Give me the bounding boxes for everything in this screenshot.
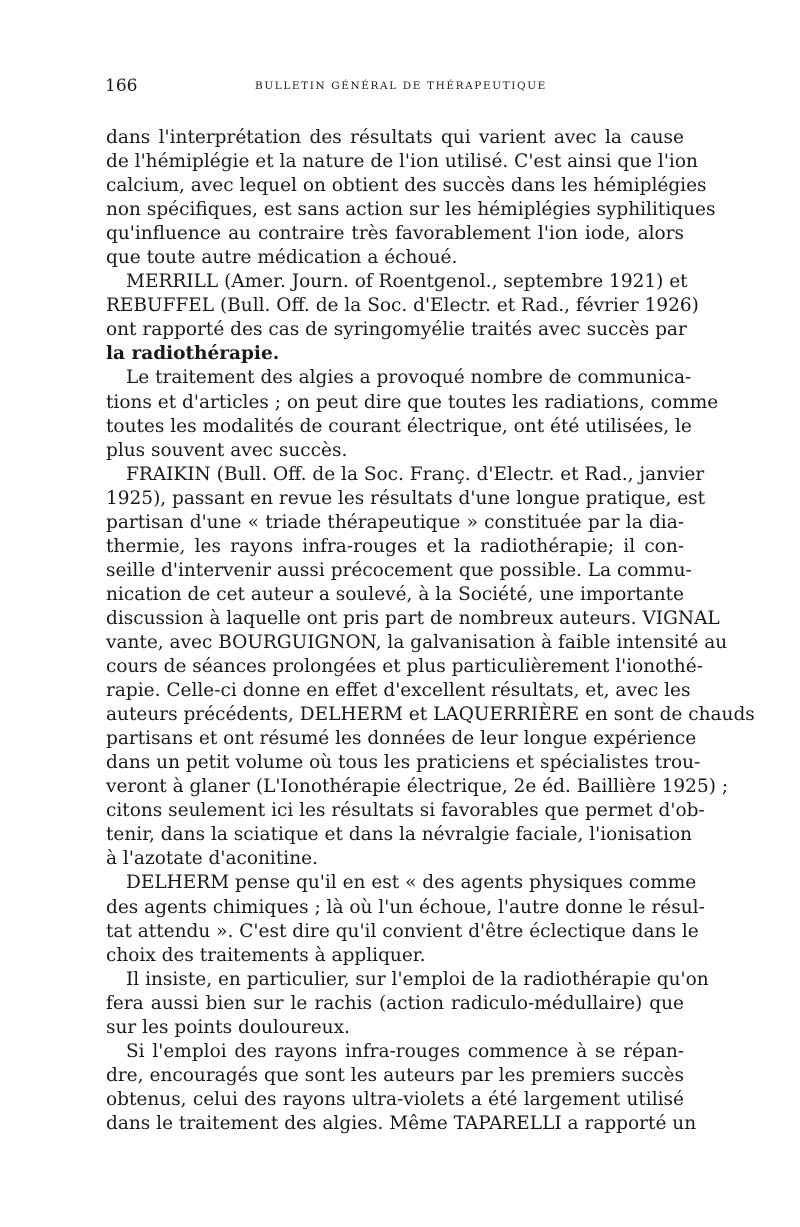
text-line: 1925), passant en revue les résultats d'une longue pratique, est: [106, 487, 706, 509]
text-line: non spécifiques, est sans action sur les hémiplégies syphilitiques: [106, 199, 716, 221]
running-title: BULLETIN GÉNÉRAL DE THÉRAPEUTIQUE: [255, 80, 547, 92]
text-line: FRAIKIN (Bull. Off. de la Soc. Franç. d'Electr. et Rad., janvier: [126, 463, 705, 485]
text-line: Il insiste, en particulier, sur l'emploi de la radiothérapie qu'on: [126, 968, 709, 990]
text-line: calcium, avec lequel on obtient des succès dans les hémiplégies: [106, 175, 707, 197]
text-line: REBUFFEL (Bull. Off. de la Soc. d'Electr. et Rad., février 1926): [106, 295, 699, 317]
page-header: [105, 76, 685, 100]
text-line: dans un petit volume où tous les praticiens et spécialistes trou-: [106, 752, 701, 774]
text-line: sur les points douloureux.: [106, 1016, 350, 1038]
text-line: des agents chimiques ; là où l'un échoue, l'autre donne le résul-: [106, 896, 705, 918]
text-line: que toute autre médication a échoué.: [106, 247, 458, 269]
text-line: dre, encouragés que sont les auteurs par les premiers succès: [106, 1064, 684, 1086]
text-line: fera aussi bien sur le rachis (action radiculo-médullaire) que: [106, 992, 684, 1014]
text-line: vante, avec BOURGUIGNON, la galvanisation à faible intensité au: [106, 631, 728, 653]
text-line: de l'hémiplégie et la nature de l'ion utilisé. C'est ainsi que l'ion: [106, 151, 698, 173]
text-line: auteurs précédents, DELHERM et LAQUERRIÈRE en sont de chauds: [106, 704, 755, 726]
body-text: [106, 126, 755, 1136]
text-line: partisan d'une « triade thérapeutique » constituée par la dia-: [106, 511, 684, 533]
text-line: toutes les modalités de courant électrique, ont été utilisées, le: [106, 415, 692, 437]
text-line: dans l'interprétation des résultats qui varient avec la cause: [106, 127, 684, 148]
text-line: nication de cet auteur a soulevé, à la Société, une importante: [106, 583, 684, 605]
text-line: MERRILL (Amer. Journ. of Roentgenol., septembre 1921) et: [126, 271, 688, 293]
text-line: citons seulement ici les résultats si favorables que permet d'ob-: [106, 800, 705, 822]
page-number: 166: [105, 76, 138, 96]
text-line: Si l'emploi des rayons infra-rouges commence à se répan-: [126, 1040, 684, 1062]
text-line: veront à glaner (L'Ionothérapie électrique, 2e éd. Baillière 1925) ;: [106, 776, 729, 798]
text-line: rapie. Celle-ci donne en effet d'excellent résultats, et, avec les: [106, 680, 691, 702]
text-line: thermie, les rayons infra-rouges et la radiothérapie; il con-: [106, 535, 684, 557]
text-line: plus souvent avec succès.: [106, 439, 348, 461]
text-line: partisans et ont résumé les données de leur longue expérience: [106, 728, 697, 750]
text-line: à l'azotate d'aconitine.: [106, 848, 318, 870]
text-line: tions et d'articles ; on peut dire que toutes les radiations, comme: [106, 391, 719, 413]
text-line: ont rapporté des cas de syringomyélie traités avec succès par: [106, 319, 687, 341]
text-line: choix des traitements à appliquer.: [106, 944, 426, 966]
text-line: tat attendu ». C'est dire qu'il convient d'être éclectique dans le: [106, 920, 699, 942]
text-line: cours de séances prolongées et plus particulièrement l'ionothé-: [106, 656, 703, 678]
text-line: la radiothérapie.: [106, 343, 280, 365]
text-line: Le traitement des algies a provoqué nombre de communica-: [126, 367, 692, 389]
text-line: obtenus, celui des rayons ultra-violets a été largement utilisé: [106, 1088, 684, 1110]
text-line: DELHERM pense qu'il en est « des agents physiques comme: [126, 872, 697, 894]
text-line: discussion à laquelle ont pris part de nombreux auteurs. VIGNAL: [106, 607, 720, 629]
text-line: dans le traitement des algies. Même TAPARELLI a rapporté un: [106, 1112, 697, 1134]
text-line: seille d'intervenir aussi précocement que possible. La commu-: [106, 559, 692, 581]
text-line: tenir, dans la sciatique et dans la névralgie faciale, l'ionisation: [106, 824, 693, 846]
text-line: qu'influence au contraire très favorablement l'ion iode, alors: [106, 223, 684, 245]
